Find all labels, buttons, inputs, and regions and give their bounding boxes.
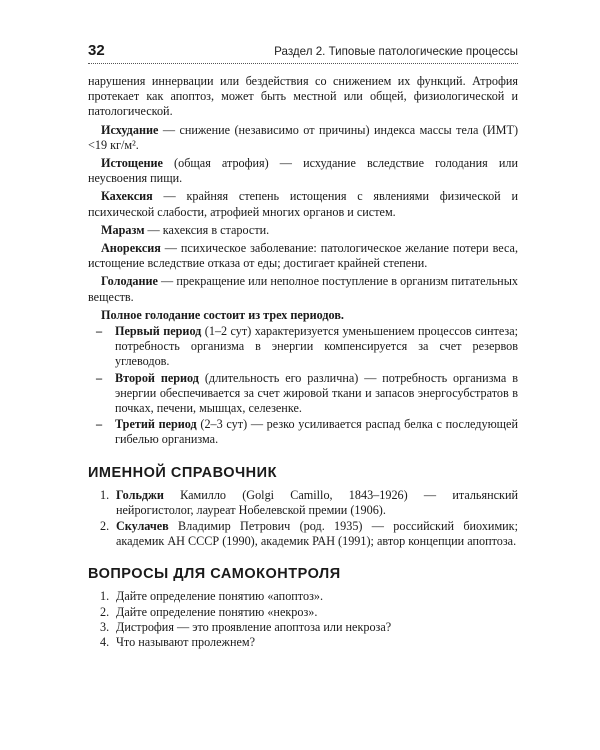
- period-term: Третий период: [115, 417, 197, 432]
- definition-term: Маразм: [101, 222, 145, 237]
- item-number: 1.: [100, 487, 110, 502]
- item-number: 3.: [100, 619, 110, 634]
- item-number: 2.: [100, 519, 110, 534]
- question-item: [88, 589, 518, 604]
- period-text: (1–2 сут) характеризуется уменьшением процессов синтеза; потребность организма в энергии компенсируется за счет резервов углеводов.: [115, 324, 518, 369]
- intro-paragraph: нарушения иннервации или бездействия со снижением их функций. Атрофия протекает как апоптоз, может быть местной или общей, физиологической и патологической.: [88, 74, 518, 119]
- definition-text: — снижение (независимо от причины) индекса массы тела (ИМТ) <19 кг/м².: [88, 122, 518, 152]
- reference-text: Владимир Петрович (род. 1935) — российский биохимик; академик АН СССР (1990), академик РАН (1991); автор концепции апоптоза.: [116, 519, 518, 549]
- book-page: [88, 42, 518, 650]
- definition-paragraph: [88, 156, 518, 186]
- list-dash: –: [96, 417, 103, 432]
- period-item: [96, 417, 518, 447]
- period-text: (2–3 сут) — резко усиливается распад белка с последующей гибелью организма.: [115, 417, 518, 447]
- item-number: 4.: [100, 635, 110, 650]
- definition-text: — психическое заболевание: патологическое желание потери веса, истощение вследствие отказа от еды; достигает крайней степени.: [88, 241, 518, 271]
- references-heading: ИМЕННОЙ СПРАВОЧНИК: [88, 464, 277, 481]
- definition-term: Исхудание: [101, 122, 159, 137]
- question-text: Что называют пролежнем?: [116, 635, 255, 650]
- definition-term: Голодание: [101, 274, 158, 289]
- definition-text: (общая атрофия) — исхудание вследствие голодания или неусвоения пищи.: [88, 156, 518, 186]
- question-text: Дайте определение понятию «некроз».: [116, 604, 318, 619]
- definition-paragraph: [88, 123, 518, 153]
- question-item: [88, 635, 518, 650]
- question-item: [88, 620, 518, 635]
- period-item: [96, 324, 518, 370]
- definition-term: Истощение: [101, 156, 163, 171]
- question-text: Дистрофия — это проявление апоптоза или некроза?: [116, 619, 392, 634]
- page-number: 32: [88, 42, 105, 59]
- period-term: Первый период: [115, 324, 202, 339]
- item-number: 2.: [100, 604, 110, 619]
- definition-text: — кахексия в старости.: [144, 222, 270, 237]
- reference-name: Скулачев: [116, 519, 169, 534]
- definition-term: Анорексия: [101, 241, 161, 256]
- periods-title: Полное голодание состоит из трех периодов.: [101, 307, 344, 322]
- questions-heading: ВОПРОСЫ ДЛЯ САМОКОНТРОЛЯ: [88, 566, 341, 583]
- period-term: Второй период: [115, 370, 199, 385]
- definition-text: — прекращение или неполное поступление в организм питательных веществ.: [88, 274, 518, 304]
- running-head: Раздел 2. Типовые патологические процессы: [274, 45, 518, 58]
- period-item: [96, 371, 518, 417]
- definition-paragraph: [88, 189, 518, 219]
- question-item: [88, 605, 518, 620]
- definition-term: Кахексия: [101, 189, 153, 204]
- question-text: Дайте определение понятию «апоптоз».: [116, 589, 324, 604]
- reference-name: Гольджи: [116, 487, 164, 502]
- definition-text: — крайняя степень истощения с явлениями физической и психической слабости, атрофией многих органов и систем.: [88, 189, 518, 219]
- definition-paragraph: [88, 274, 518, 304]
- definition-paragraph: [88, 241, 518, 271]
- reference-item: [88, 488, 518, 518]
- period-text: (длительность его различна) — потребность организма в энергии обеспечивается за счет жировой ткани и запасов энергосубстратов в почках, печени, мышцах, селезенке.: [115, 370, 518, 416]
- reference-item: [88, 519, 518, 549]
- definition-paragraph: [88, 223, 518, 238]
- list-dash: –: [96, 370, 103, 385]
- item-number: 1.: [100, 589, 110, 604]
- page-header: [88, 42, 518, 64]
- list-dash: –: [96, 324, 103, 339]
- reference-text: Камилло (Golgi Camillo, 1843–1926) — итальянский нейрогистолог, лауреат Нобелевской премии (1906).: [116, 487, 518, 517]
